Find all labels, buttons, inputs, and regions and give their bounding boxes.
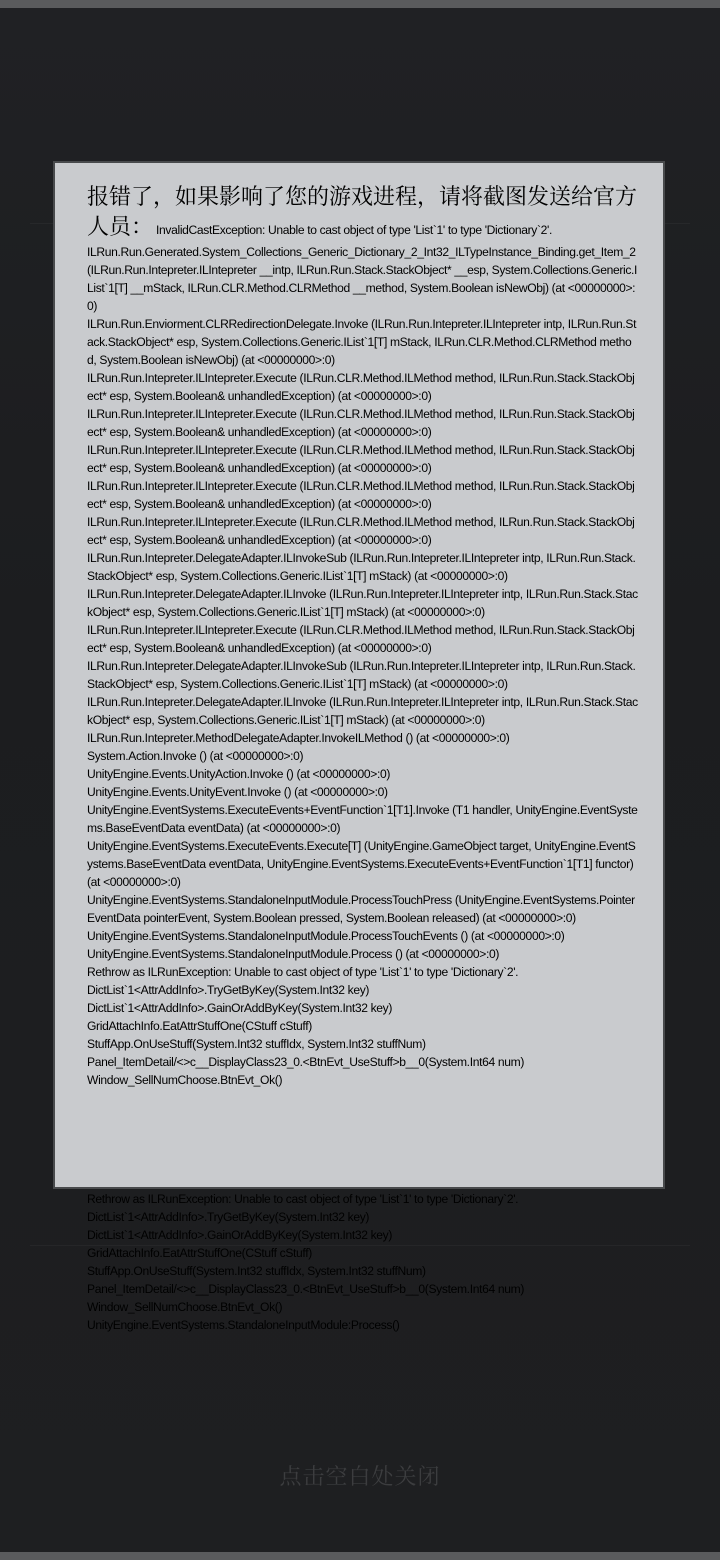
error-dialog (53, 161, 665, 1189)
error-message (87, 183, 639, 1089)
navigation-bar (0, 1552, 720, 1560)
error-header: 报错了，如果影响了您的游戏进程，请将截图发送给官方人员： (87, 185, 638, 240)
status-bar (0, 0, 720, 8)
overflow-log-text: Rethrow as ILRunException: Unable to cast object of type 'List`1' to type 'Dictionary`2'. DictList`1<AttrAddInfo>.TryGetByKey(System.Int32 key) DictList`1<AttrAddInfo>.GainOrAddByKey(System.Int32 key) GridAttachInfo.EatAttrStuffOne(CStuff cStuff) StuffApp.OnUseStuff(System.Int32 stuffIdx, System.Int32 stuffNum) Panel_ItemDetail/<>c__DisplayClass23_0.<BtnEvt_UseStuff>b__0(System.Int64 num) Window_SellNumChoose.BtnEvt_Ok() UnityEngine.EventSystems.StandaloneInputModule:Process() (87, 1192, 524, 1332)
close-hint: 点击空白处关闭 (279, 1465, 441, 1490)
error-log: InvalidCastException: Unable to cast object of type 'List`1' to type 'Dictionary`2'. ILRun.Run.Generated.System_Collections_Generic_Dictionary_2_Int32_ILTypeInstance_Binding.get_Item_2 (ILRun.Run.Intepreter.ILIntepreter __intp, ILRun.Run.Stack.StackObject* __esp, System.Collections.Generic.IList`1[T] __mStack, ILRun.CLR.Method.CLRMethod __method, System.Boolean isNewObj) (at <00000000>:0) ILRun.Run.Enviorment.CLRRedirectionDelegate.Invoke (ILRun.Run.Intepreter.ILIntepreter intp, ILRun.Run.Stack.StackObject* esp, System.Collections.Generic.IList`1[T] mStack, ILRun.CLR.Method.CLRMethod method, System.Boolean isNewObj) (at <00000000>:0) ILRun.Run.Intepreter.ILIntepreter.Execute (ILRun.CLR.Method.ILMethod method, ILRun.Run.Stack.StackObject* esp, System.Boolean& unhandledException) (at <00000000>:0) ILRun.Run.Intepreter.ILIntepreter.Execute (ILRun.CLR.Method.ILMethod method, ILRun.Run.Stack.StackObject* esp, System.Boolean& unhandledException) (at <00000000>:0) ILRun.Run.Intepreter.ILIntepreter.Execute (ILRun.CLR.Method.ILMethod method, ILRun.Run.Stack.StackObject* esp, System.Boolean& unhandledException) (at <00000000>:0) ILRun.Run.Intepreter.ILIntepreter.Execute (ILRun.CLR.Method.ILMethod method, ILRun.Run.Stack.StackObject* esp, System.Boolean& unhandledException) (at <00000000>:0) ILRun.Run.Intepreter.ILIntepreter.Execute (ILRun.CLR.Method.ILMethod method, ILRun.Run.Stack.StackObject* esp, System.Boolean& unhandledException) (at <00000000>:0) ILRun.Run.Intepreter.DelegateAdapter.ILInvokeSub (ILRun.Run.Intepreter.ILIntepreter intp, ILRun.Run.Stack.StackObject* esp, System.Collections.Generic.IList`1[T] mStack) (at <00000000>:0) ILRun.Run.Intepreter.DelegateAdapter.ILInvoke (ILRun.Run.Intepreter.ILIntepreter intp, ILRun.Run.Stack.StackObject* esp, System.Collections.Generic.IList`1[T] mStack) (at <00000000>:0) ILRun.Run.Intepreter.ILIntepreter.Execute (ILRun.CLR.Method.ILMethod method, ILRun.Run.Stack.StackObject* esp, System.Boolean& unhandledException) (at <00000000>:0) ILRun.Run.Intepreter.DelegateAdapter.ILInvokeSub (ILRun.Run.Intepreter.ILIntepreter intp, ILRun.Run.Stack.StackObject* esp, System.Collections.Generic.IList`1[T] mStack) (at <00000000>:0) ILRun.Run.Intepreter.DelegateAdapter.ILInvoke (ILRun.Run.Intepreter.ILIntepreter intp, ILRun.Run.Stack.StackObject* esp, System.Collections.Generic.IList`1[T] mStack) (at <00000000>:0) ILRun.Run.Intepreter.MethodDelegateAdapter.InvokeILMethod () (at <00000000>:0) System.Action.Invoke () (at <00000000>:0) UnityEngine.Events.UnityAction.Invoke () (at <00000000>:0) UnityEngine.Events.UnityEvent.Invoke () (at <00000000>:0) UnityEngine.EventSystems.ExecuteEvents+EventFunction`1[T1].Invoke (T1 handler, UnityEngine.EventSystems.BaseEventData eventData) (at <00000000>:0) UnityEngine.EventSystems.ExecuteEvents.Execute[T] (UnityEngine.GameObject target, UnityEngine.EventSystems.BaseEventData eventData, UnityEngine.EventSystems.ExecuteEvents+EventFunction`1[T1] functor) (at <00000000>:0) UnityEngine.EventSystems.StandaloneInputModule.ProcessTouchPress (UnityEngine.EventSystems.PointerEventData pointerEvent, System.Boolean pressed, System.Boolean released) (at <00000000>:0) UnityEngine.EventSystems.StandaloneInputModule.ProcessTouchEvents () (at <00000000>:0) UnityEngine.EventSystems.StandaloneInputModule.Process () (at <00000000>:0) Rethrow as ILRunException: Unable to cast object of type 'List`1' to type 'Dictionary`2'. DictList`1<AttrAddInfo>.TryGetByKey(System.Int32 key) DictList`1<AttrAddInfo>.GainOrAddByKey(System.Int32 key) GridAttachInfo.EatAttrStuffOne(CStuff cStuff) StuffApp.OnUseStuff(System.Int32 stuffIdx, System.Int32 stuffNum) Panel_ItemDetail/<>c__DisplayClass23_0.<BtnEvt_UseStuff>b__0(System.Int64 num) Window_SellNumChoose.BtnEvt_Ok() (87, 223, 638, 1087)
